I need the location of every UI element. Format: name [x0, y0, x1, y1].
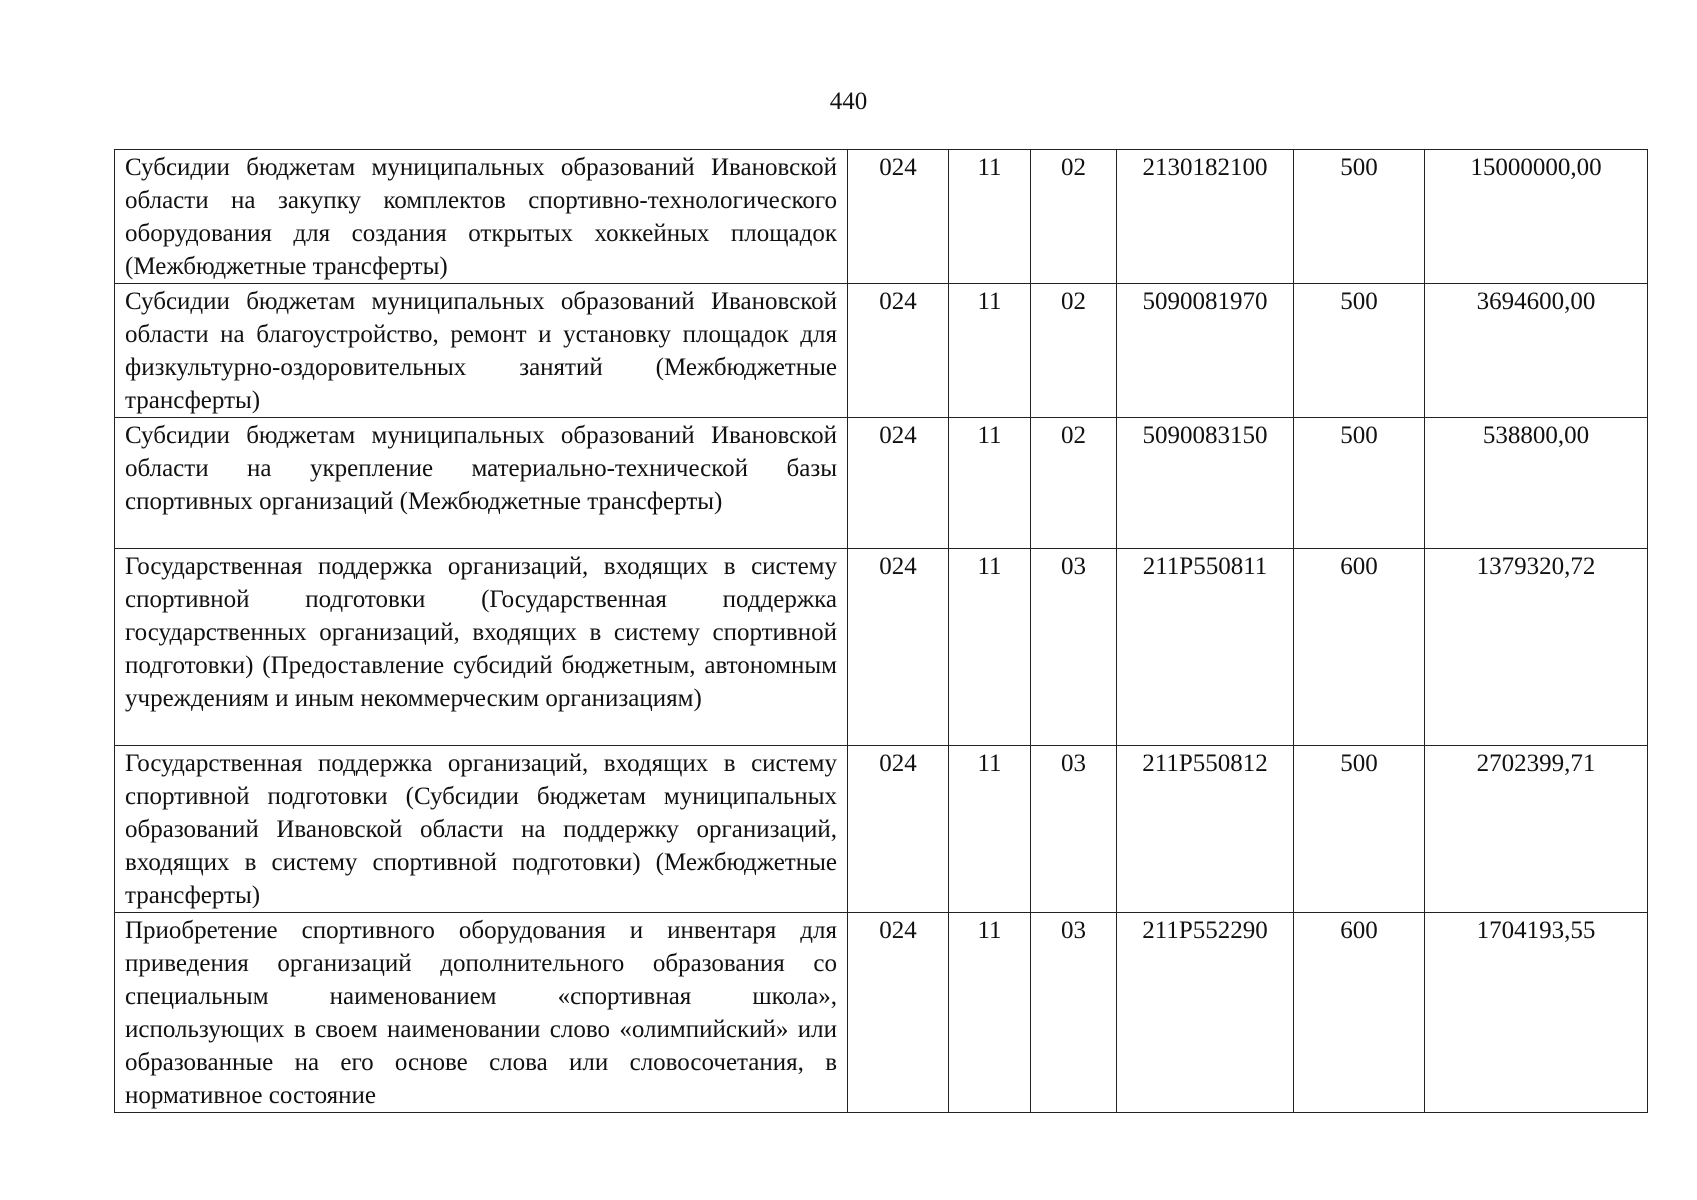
expense-type-code: 500 — [1294, 746, 1425, 913]
row-description: Государственная поддержка организаций, входящих в систему спортивной подготовки (Государственная поддержка государственных организаций, входящих в систему спортивной подготовки) (Предоставление субсидий бюджетным, автономным учреждениям и иным некоммерческим организациям) — [115, 549, 848, 746]
table-row — [115, 150, 1648, 284]
table-row — [115, 284, 1648, 418]
target-article-code: 211P550811 — [1117, 549, 1294, 746]
expense-type-code: 600 — [1294, 913, 1425, 1113]
table-row — [115, 549, 1648, 746]
row-description: Приобретение спортивного оборудования и инвентаря для приведения организаций дополнительного образования со специальным наименованием «спортивная школа», использующих в своем наименовании слово «олимпийский» или образованные на его основе слова или словосочетания, в нормативное состояние — [115, 913, 848, 1113]
subsection-code: 02 — [1031, 418, 1117, 549]
target-article-code: 5090083150 — [1117, 418, 1294, 549]
section-code: 11 — [949, 746, 1031, 913]
admin-code: 024 — [848, 284, 949, 418]
admin-code: 024 — [848, 150, 949, 284]
row-description: Субсидии бюджетам муниципальных образований Ивановской области на укрепление материально-технической базы спортивных организаций (Межбюджетные трансферты) — [115, 418, 848, 549]
page-number: 440 — [829, 88, 868, 115]
admin-code: 024 — [848, 746, 949, 913]
row-description: Субсидии бюджетам муниципальных образований Ивановской области на закупку комплектов спортивно-технологического оборудования для создания открытых хоккейных площадок (Межбюджетные трансферты) — [115, 150, 848, 284]
row-description: Субсидии бюджетам муниципальных образований Ивановской области на благоустройство, ремонт и установку площадок для физкультурно-оздоровительных занятий (Межбюджетные трансферты) — [115, 284, 848, 418]
amount: 3694600,00 — [1425, 284, 1648, 418]
target-article-code: 211P550812 — [1117, 746, 1294, 913]
amount: 2702399,71 — [1425, 746, 1648, 913]
table-row — [115, 418, 1648, 549]
expense-type-code: 500 — [1294, 418, 1425, 549]
subsection-code: 02 — [1031, 150, 1117, 284]
amount: 538800,00 — [1425, 418, 1648, 549]
admin-code: 024 — [848, 913, 949, 1113]
section-code: 11 — [949, 418, 1031, 549]
amount: 1704193,55 — [1425, 913, 1648, 1113]
expense-type-code: 500 — [1294, 150, 1425, 284]
subsection-code: 03 — [1031, 746, 1117, 913]
row-description: Государственная поддержка организаций, входящих в систему спортивной подготовки (Субсидии бюджетам муниципальных образований Ивановской области на поддержку организаций, входящих в систему спортивной подготовки) (Межбюджетные трансферты) — [115, 746, 848, 913]
budget-table — [114, 149, 1648, 1113]
expense-type-code: 500 — [1294, 284, 1425, 418]
amount: 15000000,00 — [1425, 150, 1648, 284]
admin-code: 024 — [848, 418, 949, 549]
target-article-code: 211P552290 — [1117, 913, 1294, 1113]
section-code: 11 — [949, 284, 1031, 418]
table-row — [115, 913, 1648, 1113]
subsection-code: 02 — [1031, 284, 1117, 418]
expense-type-code: 600 — [1294, 549, 1425, 746]
target-article-code: 2130182100 — [1117, 150, 1294, 284]
subsection-code: 03 — [1031, 913, 1117, 1113]
admin-code: 024 — [848, 549, 949, 746]
section-code: 11 — [949, 913, 1031, 1113]
target-article-code: 5090081970 — [1117, 284, 1294, 418]
section-code: 11 — [949, 549, 1031, 746]
subsection-code: 03 — [1031, 549, 1117, 746]
amount: 1379320,72 — [1425, 549, 1648, 746]
table-row — [115, 746, 1648, 913]
section-code: 11 — [949, 150, 1031, 284]
